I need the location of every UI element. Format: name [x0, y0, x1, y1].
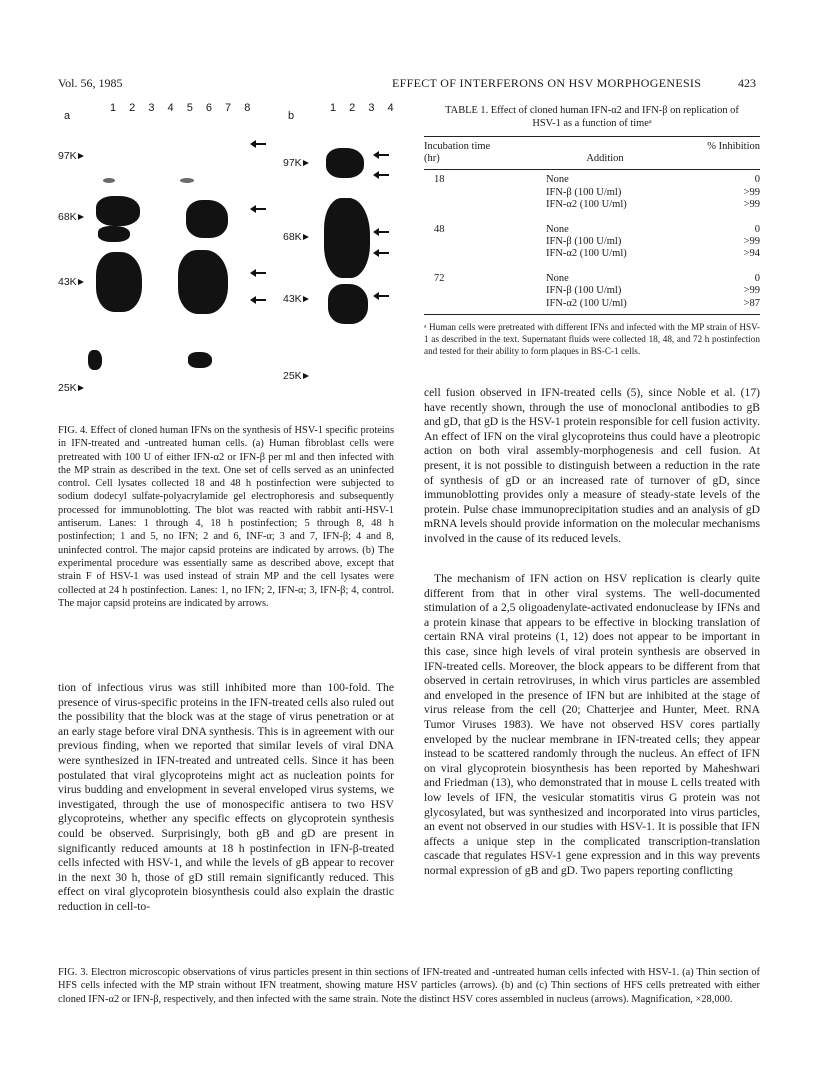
cell-addition: IFN-β (100 U/ml): [546, 236, 622, 248]
table-row: [424, 298, 760, 310]
table-row: [424, 248, 760, 260]
table-1-title: TABLE 1. Effect of cloned human IFN-α2 and IFN-β on replication of HSV-1 as a function of timeᵃ: [445, 105, 739, 130]
body-text-right-1: cell fusion observed in IFN-treated cells (5), since Noble et al. (17) have recently shown, through the use of monoclonal antibodies to gB and gD, that gD is the HSV-1 protein responsible for cell fusion activity. An effect of IFN on the viral glycoproteins thus could have a pleotropic action on both viral assembly-morphogenesis and cell fusion. At present, it is not possible to distinguish between a reduction in the rate of synthesis of gD or an increased rate of turnover of gD, since immunoblotting provides only a measure of steady-state levels of the protein. Pulse chase immunoprecipitation studies and an analysis of gD mRNA levels should provide information on the molecular mechanisms involved in the cause of its reduced levels.: [424, 386, 760, 545]
col-header-inhibition: % Inhibition: [707, 140, 760, 152]
capsid-arrow: [378, 174, 389, 176]
blot-band: [88, 350, 102, 370]
cell-inhibition: >99: [743, 285, 760, 297]
panel-a-lane-numbers: 1 2 3 4 5 6 7 8: [110, 102, 252, 114]
table-header-row: [424, 137, 760, 170]
blot-band: [324, 198, 370, 278]
capsid-arrow: [378, 154, 389, 156]
cell-time: [424, 248, 516, 260]
fig4-panel-a: [58, 100, 278, 400]
table-1-body: [424, 170, 760, 310]
blot-band: [188, 352, 212, 368]
cell-inhibition: >99: [743, 186, 760, 198]
cell-time: [424, 285, 516, 297]
cell-addition: IFN-β (100 U/ml): [546, 186, 622, 198]
blot-band: [103, 178, 115, 183]
cell-time: 18: [434, 174, 445, 186]
panel-b-marker-68k: 68K: [283, 231, 309, 243]
fig3-caption: FIG. 3. Electron microscopic observations of virus particles present in thin sections of IFN-treated and -untreated human cells infected with HSV-1. (a) Thin section of HFS cells infected with the MP strain without IFN treatment, showing mature HSV particles (arrows). (b) and (c) Thin sections of HFS cells pretreated with either cloned IFN-α2 or IFN-β, respectively, and then infected with the same strain. Note the distinct HSV cores assembled in nucleus (arrows). Magnification, ×28,000.: [58, 967, 760, 1005]
table-1-footnote: ᵃ Human cells were pretreated with different IFNs and infected with the MP strain of HSV-1 as described in the text. Supernatant fluids were collected 18, 48, and 72 h postinfection and tested for their ability to form plaques in BS-C-1 cells.: [424, 322, 760, 356]
cell-inhibition: >99: [743, 236, 760, 248]
capsid-arrow: [378, 295, 389, 297]
cell-time: 72: [434, 272, 445, 284]
table-row: [424, 261, 760, 285]
capsid-arrow: [255, 272, 266, 274]
col-header-addition: Addition: [586, 153, 624, 164]
cell-time: [424, 187, 516, 199]
cell-time: [424, 298, 516, 310]
running-header-title: EFFECT OF INTERFERONS ON HSV MORPHOGENESIS: [392, 76, 702, 90]
panel-b-marker-43k: 43K: [283, 293, 309, 305]
capsid-arrow: [255, 208, 266, 210]
panel-b-marker-25k: 25K: [283, 370, 309, 382]
body-text-left: tion of infectious virus was still inhibited more than 100-fold. The presence of virus-specific proteins in the IFN-treated cells also ruled out the possibility that the block was at the stage of virus penetration or at an early stage before viral DNA synthesis. This is in agreement with our previous finding, when we reported that similar levels of viral DNA were synthesized in IFN-treated and untreated cells. Since it has been postulated that viral glycoproteins might act as nucleation points for virus budding and envelopment in several enveloped virus systems, we investigated, through the use of monospecific antisera to two HSV glycoproteins, whether any specific effects on glycoprotein synthesis could be observed. Surprisingly, both gB and gD are present in significantly reduced amounts at 18 h postinfection in IFN-β-treated cells infected with HSV-1, and while the levels of gB appear to recover in the next 30 h, those of gD still remain significantly reduced. This effect on viral glycoprotein biosynthesis could also explain the drastic reduction in cell-to-: [58, 681, 394, 913]
cell-inhibition: 0: [754, 174, 760, 186]
panel-a-marker-97k: 97K: [58, 150, 84, 162]
panel-a-letter: a: [64, 110, 71, 122]
table-row: [424, 187, 760, 199]
cell-inhibition: 0: [754, 223, 760, 235]
running-header-volume: Vol. 56, 1985: [58, 76, 123, 90]
panel-a-marker-68k: 68K: [58, 211, 84, 223]
blot-band: [96, 196, 140, 226]
cell-addition: None: [546, 174, 569, 186]
blot-band: [186, 200, 228, 238]
cell-addition: None: [546, 272, 569, 284]
cell-addition: IFN-β (100 U/ml): [546, 285, 622, 297]
cell-time: 48: [434, 223, 445, 235]
blot-band: [96, 252, 142, 312]
blot-band: [178, 250, 228, 314]
blot-band: [180, 178, 194, 183]
fig4-panel-b: [278, 100, 408, 400]
table-row: [424, 212, 760, 236]
table-row: [424, 170, 760, 186]
table-1: [424, 104, 760, 357]
panel-a-marker-43k: 43K: [58, 276, 84, 288]
col-header-time: Incubation time (hr): [424, 140, 491, 164]
capsid-arrow: [378, 231, 389, 233]
page-number: 423: [738, 76, 756, 90]
fig4-caption: FIG. 4. Effect of cloned human IFNs on the synthesis of HSV-1 specific proteins in IFN-treated and -untreated human cells. (a) Human fibroblast cells were pretreated with 100 U of either IFN-α2 or IFN-β per ml and then infected with the MP strain as described in the text. One set of cells served as an uninfected control. Cell lysates collected 18 and 48 h postinfection were subjected to sodium dodecyl sulfate-polyacrylamide gel electrophoresis and subsequently processed for immunoblotting. The blot was reacted with rabbit anti-HSV-1 antiserum. Lanes: 1 through 4, 18 h postinfection; 5 through 8, 48 h postinfection; 1 and 5, no IFN; 2 and 6, INF-α; 3 and 7, IFN-β; 4 and 8, uninfected control. The major capsid proteins are indicated by arrows. (b) The experimental procedure was essentially same as described above, except that strain F of HSV-1 was used instead of strain MP and the cell lysates were collected at 24 h postinfection. Lanes: 1, no IFN; 2, IFN-α; 3, IFN-β; 4, control. The major capsid proteins are indicated by arrows.: [58, 425, 394, 609]
panel-b-letter: b: [288, 110, 295, 122]
body-text-right-2: The mechanism of IFN action on HSV replication is clearly quite different from that in other viral systems. The well-documented stimulation of a 2,5 oligoadenylate-activated endonuclease by IFNs and a protein kinase that appears to be effective in blocking translation of certain RNA viral proteins (1, 12) does not appear to be important in this case, since high levels of viral protein synthesis are observed in IFN-treated cells. Moreover, the block appears to be different from that observed in certain retroviruses, in which virus particles are assembled and enveloped in the presence of IFN but are inhibited at the stage of virus release from the cell (20; Chatterjee and Hunter, Meet. RNA Tumor Viruses 1983). We have not observed HSV cores partially enveloped by the nuclear membrane in IFN-treated cells; they appear instead to be scattered randomly through the nucleus. An effect of IFN on viral glycoprotein biosynthesis has been reported by Maheshwari and Friedman (13), who demonstrated that in mouse L cells treated with low levels of IFN, the vesicular stomatitis virus G protein was not glycosylated, but was synthesized and incorporated into virus particles, an event not observed in our studies with HSV-1. It is possible that IFN affects a unique step in the complicated transcription-translation cascade that regulates HSV-1 gene expression and in this way prevents normal expression of gB and gD. Two papers reporting conflicting: [424, 572, 760, 877]
cell-addition: IFN-α2 (100 U/ml): [546, 248, 627, 260]
cell-addition: None: [546, 223, 569, 235]
capsid-arrow: [255, 299, 266, 301]
capsid-arrow: [378, 252, 389, 254]
cell-inhibition: 0: [754, 272, 760, 284]
panel-b-lane-numbers: 1 2 3 4: [330, 102, 395, 114]
blot-band: [326, 148, 364, 178]
capsid-arrow: [255, 143, 266, 145]
cell-time: [424, 236, 516, 248]
table-row: [424, 199, 760, 211]
cell-inhibition: >94: [743, 248, 760, 260]
cell-inhibition: >99: [743, 199, 760, 211]
cell-time: [424, 199, 516, 211]
cell-inhibition: >87: [743, 297, 760, 309]
table-row: [424, 285, 760, 297]
blot-band: [98, 226, 130, 242]
cell-addition: IFN-α2 (100 U/ml): [546, 199, 627, 211]
table-1-grid: [424, 137, 760, 170]
panel-a-marker-25k: 25K: [58, 382, 84, 394]
cell-addition: IFN-α2 (100 U/ml): [546, 297, 627, 309]
table-row: [424, 236, 760, 248]
panel-b-marker-97k: 97K: [283, 157, 309, 169]
blot-band: [328, 284, 368, 324]
